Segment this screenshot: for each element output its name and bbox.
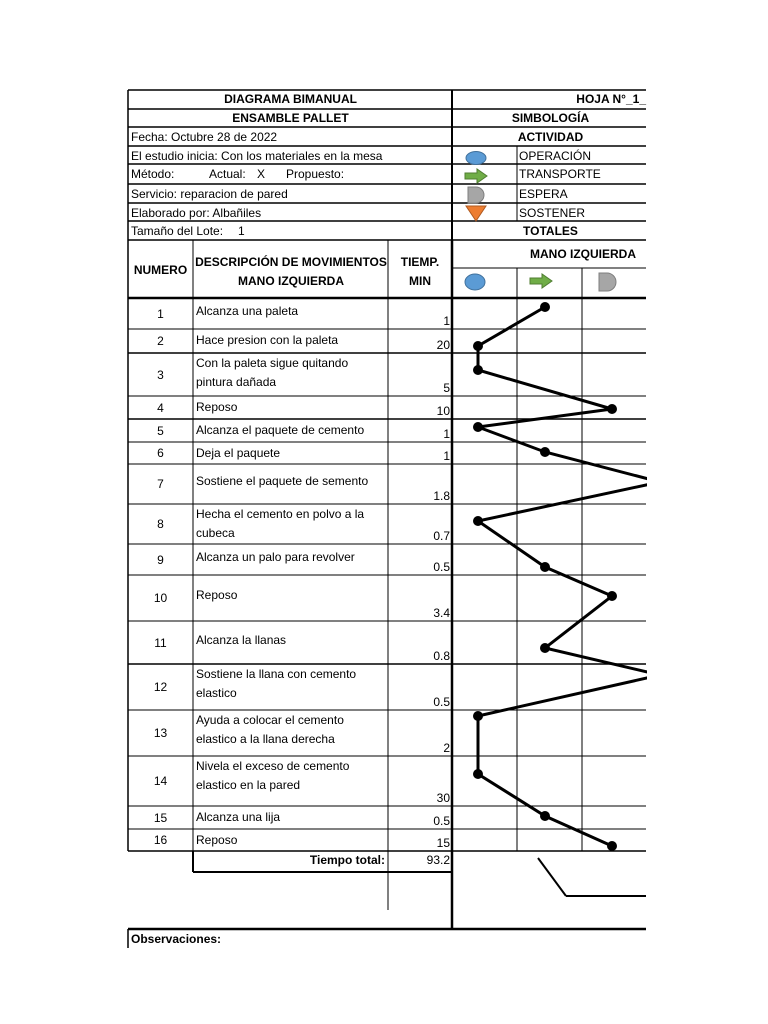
row-time: 10 — [436, 404, 450, 418]
prepared-by-field: Elaborado por: Albañiles — [131, 206, 262, 220]
observations-label: Observaciones: — [131, 932, 222, 946]
row-number: 12 — [153, 680, 168, 694]
row-time: 1 — [443, 427, 450, 441]
symbol-wait-label: ESPERA — [519, 187, 568, 201]
chart-subtitle: ENSAMBLE PALLET — [232, 111, 349, 125]
symbol-hold-label: SOSTENER — [519, 206, 586, 220]
path-point — [473, 711, 483, 721]
row-time: 0.5 — [433, 695, 450, 709]
row-description: Reposo — [196, 833, 238, 847]
row-number: 15 — [153, 810, 168, 825]
total-time-label: Tiempo total: — [309, 853, 385, 867]
activity-label: ACTIVIDAD — [517, 130, 584, 144]
method-actual-mark: X — [257, 167, 266, 181]
row-description: Alcanza el paquete de cemento — [196, 423, 365, 437]
row-time: 3.4 — [433, 606, 450, 620]
path-line — [478, 307, 660, 846]
study-start-field: El estudio inicia: Con los materiales en la mesa — [131, 149, 383, 163]
row-description: Alcanza la llanas — [196, 632, 287, 647]
row-number: 6 — [157, 446, 164, 460]
method-label: Método: — [131, 167, 175, 181]
path-point — [473, 365, 483, 375]
row-description: Hace presion con la paleta — [196, 333, 339, 347]
lot-size-value: 1 — [238, 224, 245, 238]
path-point — [607, 841, 617, 851]
row-number: 3 — [157, 367, 164, 382]
row-time: 1 — [443, 314, 450, 328]
row-description: Alcanza un palo para revolver — [196, 549, 355, 564]
row-time: 20 — [436, 338, 450, 352]
row-number: 7 — [157, 477, 164, 491]
row-description: Reposo — [196, 588, 238, 602]
row-description: Con la paleta sigue quitando pintura dañada — [196, 356, 349, 389]
service-field: Servicio: reparacion de pared — [131, 187, 288, 201]
row-description: Nivela el exceso de cemento elastico en la pared — [196, 759, 350, 792]
path-point — [473, 769, 483, 779]
row-number: 10 — [153, 591, 168, 605]
row-number: 4 — [157, 400, 164, 415]
symbology-title: SIMBOLOGÍA — [511, 111, 590, 125]
symbol-operation-label: OPERACIÓN — [519, 149, 592, 163]
col-time-header: TIEMP. MIN — [400, 255, 440, 288]
row-description: Alcanza una paleta — [196, 304, 299, 318]
col-number-header: NUMERO — [133, 263, 188, 277]
page-edge — [647, 0, 768, 1024]
row-time: 2 — [443, 741, 450, 755]
row-description: Sostiene el paquete de semento — [196, 474, 369, 488]
row-number: 13 — [153, 726, 168, 740]
row-time: 15 — [436, 836, 450, 850]
path-point — [540, 643, 550, 653]
totals-label: TOTALES — [523, 224, 578, 238]
row-number: 5 — [157, 423, 164, 438]
row-number: 9 — [157, 552, 164, 567]
row-time: 0.7 — [433, 529, 450, 543]
row-time: 0.5 — [433, 560, 450, 574]
path-point — [607, 404, 617, 414]
symbol-transport-label: TRANSPORTE — [519, 167, 601, 181]
path-point — [540, 302, 550, 312]
path-point — [540, 447, 550, 457]
path-point — [473, 422, 483, 432]
row-description: Deja el paquete — [196, 446, 281, 460]
row-time: 1 — [443, 449, 450, 463]
row-time: 1.8 — [433, 489, 450, 503]
row-number: 8 — [157, 517, 164, 531]
row-description: Alcanza una lija — [196, 810, 281, 824]
sheet-number: HOJA N°_1_ — [576, 92, 646, 106]
row-time: 30 — [436, 791, 450, 805]
row-number: 11 — [154, 635, 167, 650]
path-point — [607, 591, 617, 601]
row-description: Sostiene la llana con cemento elastico — [196, 667, 357, 700]
lot-size-label: Tamaño del Lote: — [131, 224, 224, 238]
path-point — [540, 811, 550, 821]
date-field: Fecha: Octubre 28 de 2022 — [131, 130, 278, 144]
method-proposed-label: Propuesto: — [286, 167, 345, 181]
col-description-header: DESCRIPCIÓN DE MOVIMIENTOS MANO IZQUIERDA — [195, 255, 387, 288]
method-actual-label: Actual: — [209, 167, 246, 181]
row-time: 5 — [443, 381, 450, 395]
row-description: Reposo — [196, 400, 238, 414]
col-left-hand-header: MANO IZQUIERDA — [530, 247, 636, 261]
row-description: Ayuda a colocar el cemento elastico a la llana derecha — [196, 713, 344, 746]
path-point — [473, 341, 483, 351]
chart-title: DIAGRAMA BIMANUAL — [224, 92, 357, 106]
total-time-value: 93.2 — [426, 853, 450, 867]
row-number: 16 — [153, 833, 168, 847]
row-number: 1 — [157, 307, 164, 321]
row-number: 2 — [157, 334, 164, 348]
row-time: 0.8 — [433, 649, 450, 663]
row-time: 0.5 — [433, 814, 450, 828]
path-point — [540, 562, 550, 572]
row-number: 14 — [153, 774, 168, 788]
row-description: Hecha el cemento en polvo a la cubeca — [196, 507, 365, 540]
path-point — [473, 516, 483, 526]
